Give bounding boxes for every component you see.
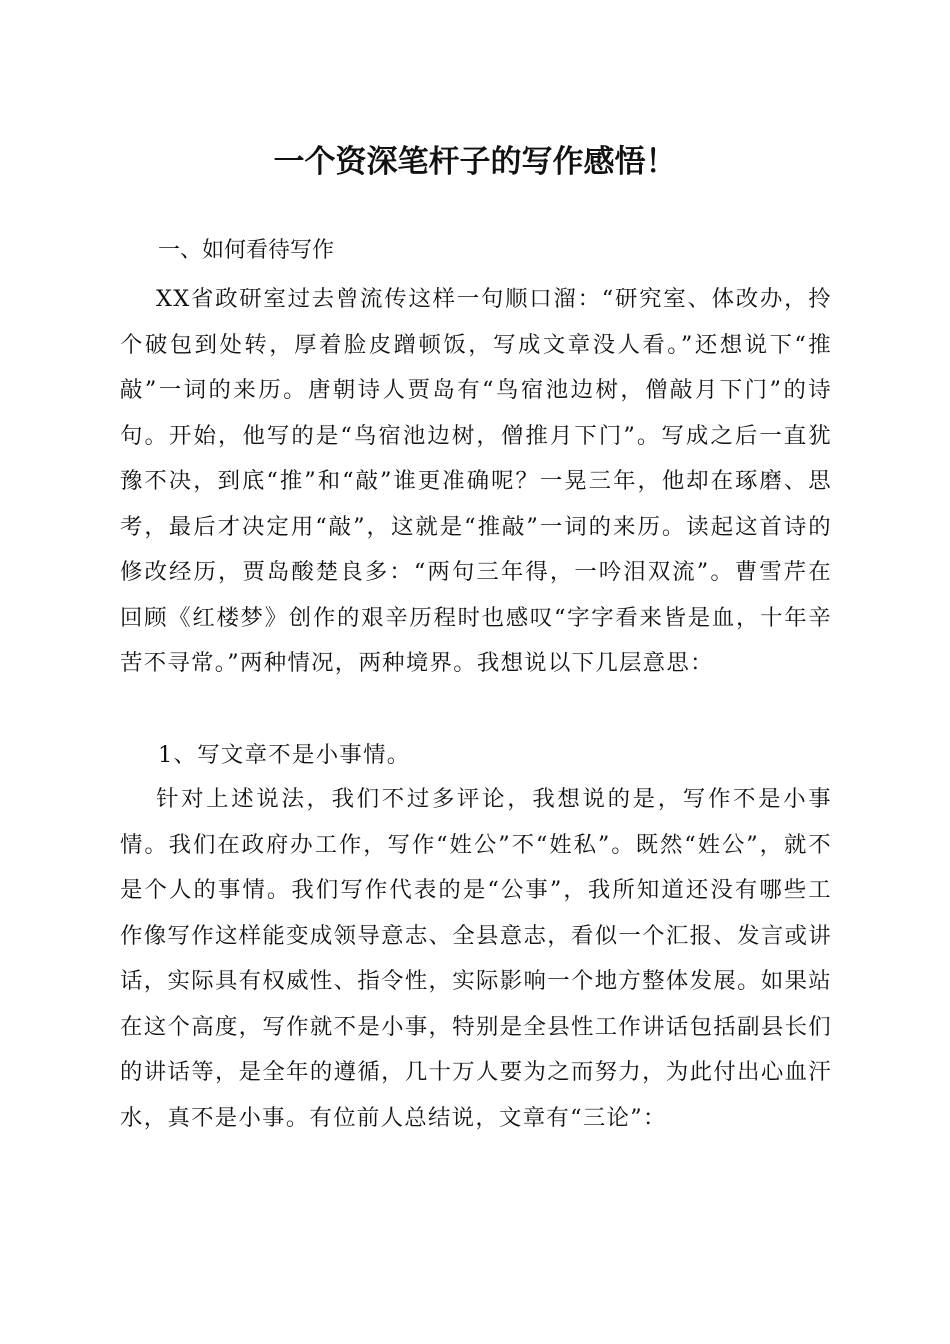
document-title: 一个资深笔杆子的写作感悟！: [273, 144, 677, 180]
paragraph-body: 针对上述说法，我们不过多评论，我想说的是，写作不是小事情。我们在政府办工作，写作“姓公”不“姓私”。既然“姓公”，就不是个人的事情。我们写作代表的是“公事”，我所知道还没有哪些工作像写作这样能变成领导意志、全县意志，看似一个汇报、发言或讲话，实际具有权威性、指令性，实际影响一个地方整体发展。如果站在这个高度，写作就不是小事，特别是全县性工作讲话包括副县长们的讲话等，是全年的遵循，几十万人要为之而努力，为此付出心血汗水，真不是小事。有位前人总结说，文章有“三论”：: [120, 786, 832, 1131]
paragraph-intro: XX省政研室过去曾流传这样一句顺口溜：“研究室、体改办，拎个破包到处转，厚着脸皮蹭顿饭，写成文章没人看。”还想说下“推敲”一词的来历。唐朝诗人贾岛有“鸟宿池边树，僧敲月下门”的诗句。开始，他写的是“鸟宿池边树，僧推月下门”。写成之后一直犹豫不决，到底“推”和“敲”谁更准确呢？一晃三年，他却在琢磨、思考，最后才决定用“敲”，这就是“推敲”一词的来历。读起这首诗的修改经历，贾岛酸楚良多：“两句三年得，一吟泪双流”。曹雪芹在回顾《红楼梦》创作的艰辛历程时也感叹“字字看来皆是血，十年辛苦不寻常。”两种情况，两种境界。我想说以下几层意思：: [120, 286, 832, 676]
paragraph-subheading: 1、写文章不是小事情。: [158, 742, 411, 768]
section-heading: 一、如何看待写作: [158, 238, 335, 263]
